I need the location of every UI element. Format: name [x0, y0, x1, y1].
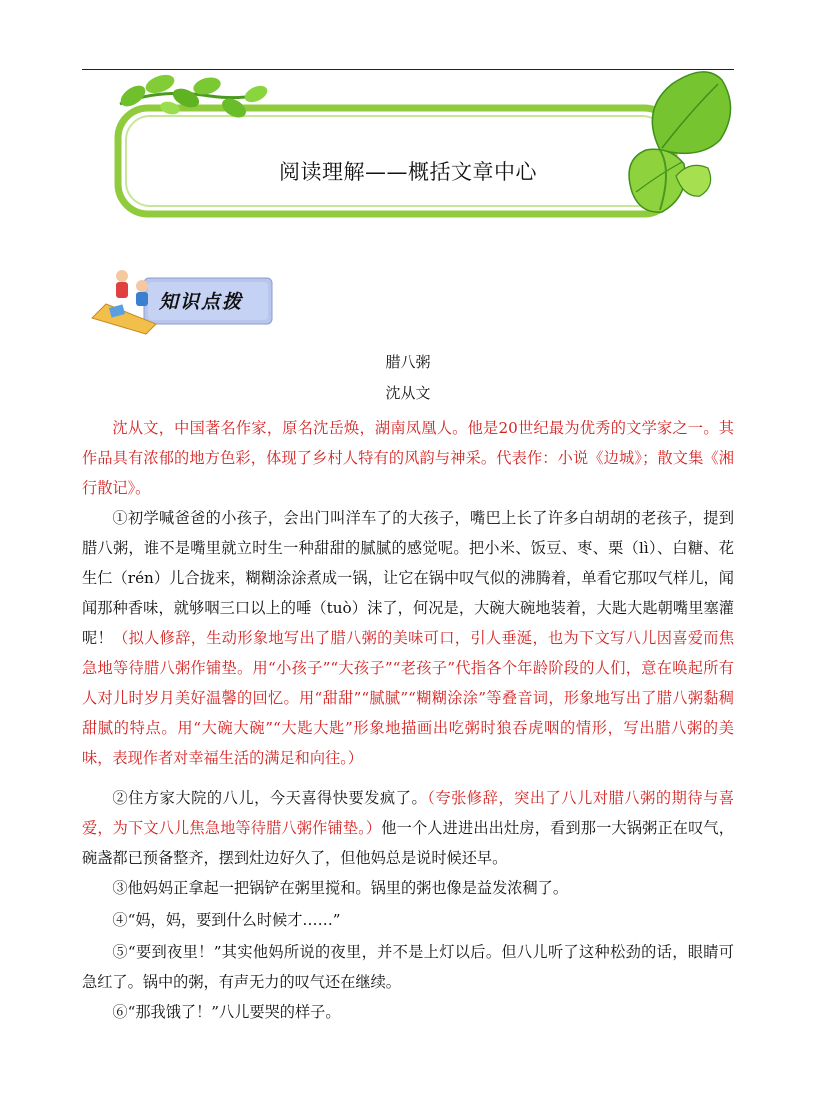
paragraph-3: ③他妈妈正拿起一把锅铲在粥里搅和。锅里的粥也像是益发浓稠了。 [112, 879, 569, 897]
author-intro: 沈从文，中国著名作家，原名沈岳焕，湖南凤凰人。他是20世纪最为优秀的文学家之一。其作品具有浓郁的地方色彩，体现了乡村人特有的风韵与神采。代表作：小说《边城》；散文集《湘行散记》。 [82, 419, 734, 497]
article-author: 沈从文 [385, 384, 431, 402]
article-title: 腊八粥 [385, 353, 431, 371]
banner-title: 阅读理解——概括文章中心 [279, 160, 537, 184]
badge-label: 知识点拨 [159, 291, 244, 313]
title-banner [0, 0, 816, 240]
paragraph-2-text-a: ②住方家大院的八儿，今天喜得快要发疯了。 [112, 789, 428, 807]
paragraph-1-text: ①初学喊爸爸的小孩子，会出门叫洋车了的大孩子，嘴巴上长了许多白胡胡的老孩子，提到腊八粥，谁不是嘴里就立时生一种甜甜的腻腻的感觉呢。把小米、饭豆、枣、栗（lì）、白糖、花生仁（rén）儿合拢来，糊糊涂涂煮成一锅，让它在锅中叹气似的沸腾着，单看它那叹气样儿，闻闻那种香味，就够咽三口以上的唾（tuò）沫了，何况是，大碗大碗地装着，大匙大匙朝嘴里塞灌呢！ [82, 509, 734, 647]
paragraph-5: ⑤“要到夜里！”其实他妈所说的夜里，并不是上灯以后。但八儿听了这种松劲的话，眼睛可急红了。锅中的粥，有声无力的叹气还在继续。 [82, 943, 734, 991]
paragraph-2 [82, 783, 734, 873]
paragraph-6: ⑥“那我饿了！”八儿要哭的样子。 [112, 1003, 341, 1021]
paragraph-1-annotation: （拟人修辞，生动形象地写出了腊八粥的美味可口，引人垂涎，也为下文写八儿因喜爱而焦急地等待腊八粥作铺垫。用“小孩子”“大孩子”“老孩子”代指各个年龄阶段的人们，意在唤起所有人对儿时岁月美好温馨的回忆。用“甜甜”“腻腻”“糊糊涂涂”等叠音词，形象地写出了腊八粥黏稠甜腻的特点。用“大碗大碗”“大匙大匙”形象地描画出吃粥时狼吞虎咽的情形，写出腊八粥的美味，表现作者对幸福生活的满足和向往。） [82, 629, 735, 767]
paragraph-4: ④“妈，妈，要到什么时候才……” [112, 911, 341, 929]
paragraph-2-annotation: （夸张修辞，突出了八儿对腊八粥的期待与喜爱，为下文八儿焦急地等待腊八粥作铺垫。） [82, 789, 735, 837]
paragraph-2-text-b: 他一个人进进出出灶房，看到那一大锅粥正在叹气，碗盏都已预备整齐，摆到灶边好久了，但他妈总是说时候还早。 [82, 819, 734, 867]
paragraph-1 [82, 503, 734, 773]
